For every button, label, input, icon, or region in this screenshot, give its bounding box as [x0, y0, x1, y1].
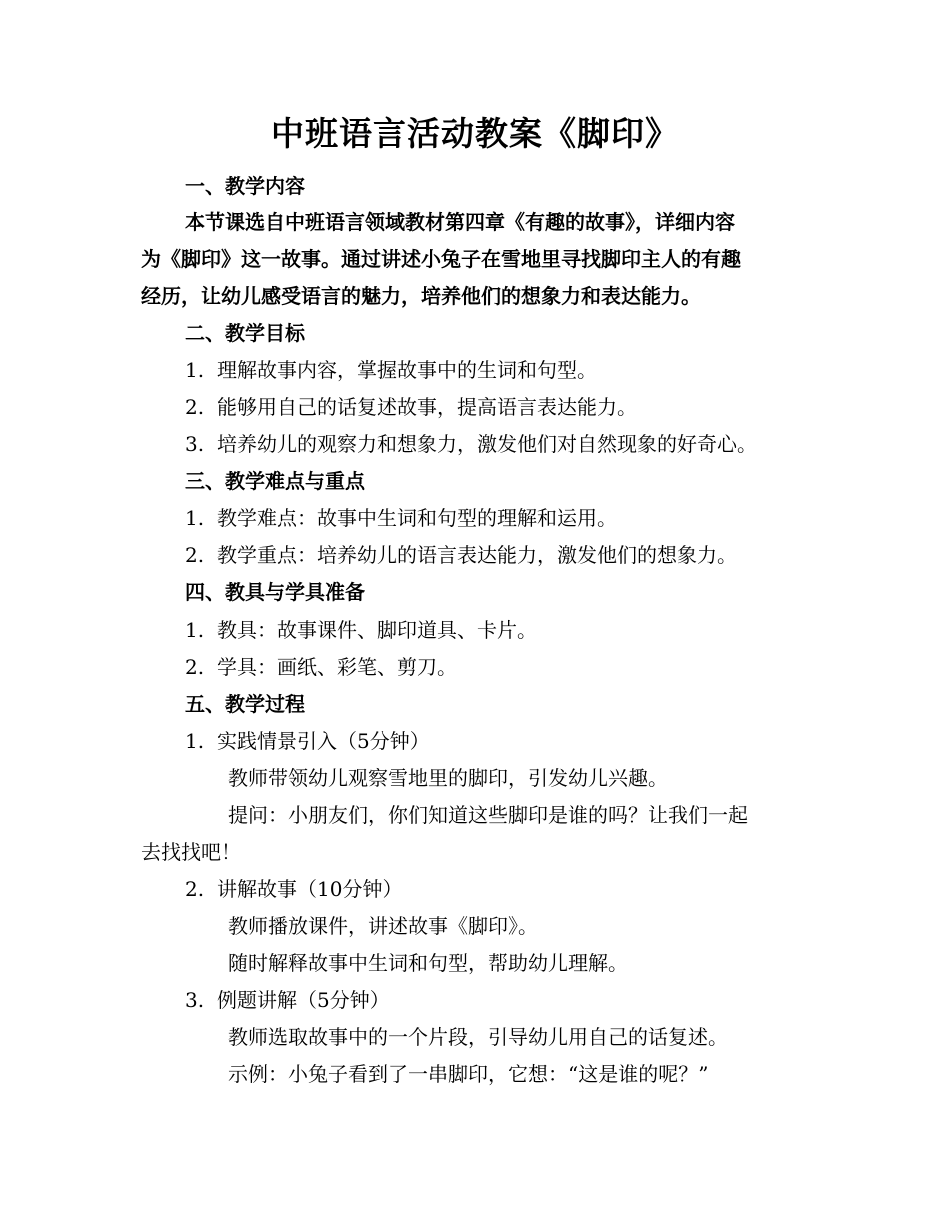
step-line: 教师带领幼儿观察雪地里的脚印，引发幼儿兴趣。 [228, 766, 668, 790]
item-number: 3. [185, 988, 205, 1012]
section-heading: 三、教学难点与重点 [185, 469, 365, 493]
item-number: 1. [185, 618, 205, 642]
list-item [185, 434, 757, 454]
step-item [185, 731, 430, 751]
step-line: 提问：小朋友们，你们知道这些脚印是谁的吗？让我们一起 [228, 803, 748, 827]
list-item [185, 620, 537, 640]
item-text: 教学难点：故事中生词和句型的理解和运用。 [217, 506, 617, 530]
item-number: 1. [185, 729, 205, 753]
item-text: 教学重点：培养幼儿的语言表达能力，激发他们的想象力。 [217, 543, 737, 567]
item-number: 2. [185, 655, 205, 679]
item-text: 讲解故事（10分钟） [217, 877, 403, 901]
section-heading: 一、教学内容 [185, 174, 305, 198]
section-heading: 二、教学目标 [185, 321, 305, 345]
paragraph-line: 为《脚印》这一故事。通过讲述小兔子在雪地里寻找脚印主人的有趣 [141, 247, 741, 271]
item-text: 例题讲解（5分钟） [217, 988, 390, 1012]
item-number: 1. [185, 506, 205, 530]
item-number: 2. [185, 395, 205, 419]
step-line: 教师播放课件，讲述故事《脚印》。 [228, 914, 538, 938]
step-line: 教师选取故事中的一个片段，引导幼儿用自己的话复述。 [228, 1025, 728, 1049]
step-item [185, 879, 402, 899]
item-number: 2. [185, 543, 205, 567]
section-heading: 四、教具与学具准备 [185, 580, 365, 604]
step-line: 去找找吧！ [141, 840, 241, 864]
item-number: 3. [185, 432, 205, 456]
item-text: 实践情景引入（5分钟） [217, 729, 430, 753]
item-text: 教具：故事课件、脚印道具、卡片。 [217, 618, 537, 642]
item-text: 培养幼儿的观察力和想象力，激发他们对自然现象的好奇心。 [217, 432, 757, 456]
item-number: 2. [185, 877, 205, 901]
step-line: 随时解释故事中生词和句型，帮助幼儿理解。 [228, 951, 628, 975]
item-text: 理解故事内容，掌握故事中的生词和句型。 [217, 358, 597, 382]
step-line: 示例：小兔子看到了一串脚印，它想：“这是谁的呢？” [228, 1062, 709, 1086]
list-item [185, 360, 597, 380]
page-title: 中班语言活动教案《脚印》 [271, 114, 679, 153]
step-item [185, 990, 390, 1010]
list-item [185, 657, 457, 677]
paragraph-line: 本节课选自中班语言领域教材第四章《有趣的故事》，详细内容 [185, 210, 735, 234]
item-text: 学具：画纸、彩笔、剪刀。 [217, 655, 457, 679]
list-item [185, 397, 637, 417]
item-number: 1. [185, 358, 205, 382]
item-text: 能够用自己的话复述故事，提高语言表达能力。 [217, 395, 637, 419]
paragraph-line: 经历，让幼儿感受语言的魅力，培养他们的想象力和表达能力。 [141, 284, 701, 308]
list-item [185, 545, 737, 565]
section-heading: 五、教学过程 [185, 692, 305, 716]
list-item [185, 508, 617, 528]
